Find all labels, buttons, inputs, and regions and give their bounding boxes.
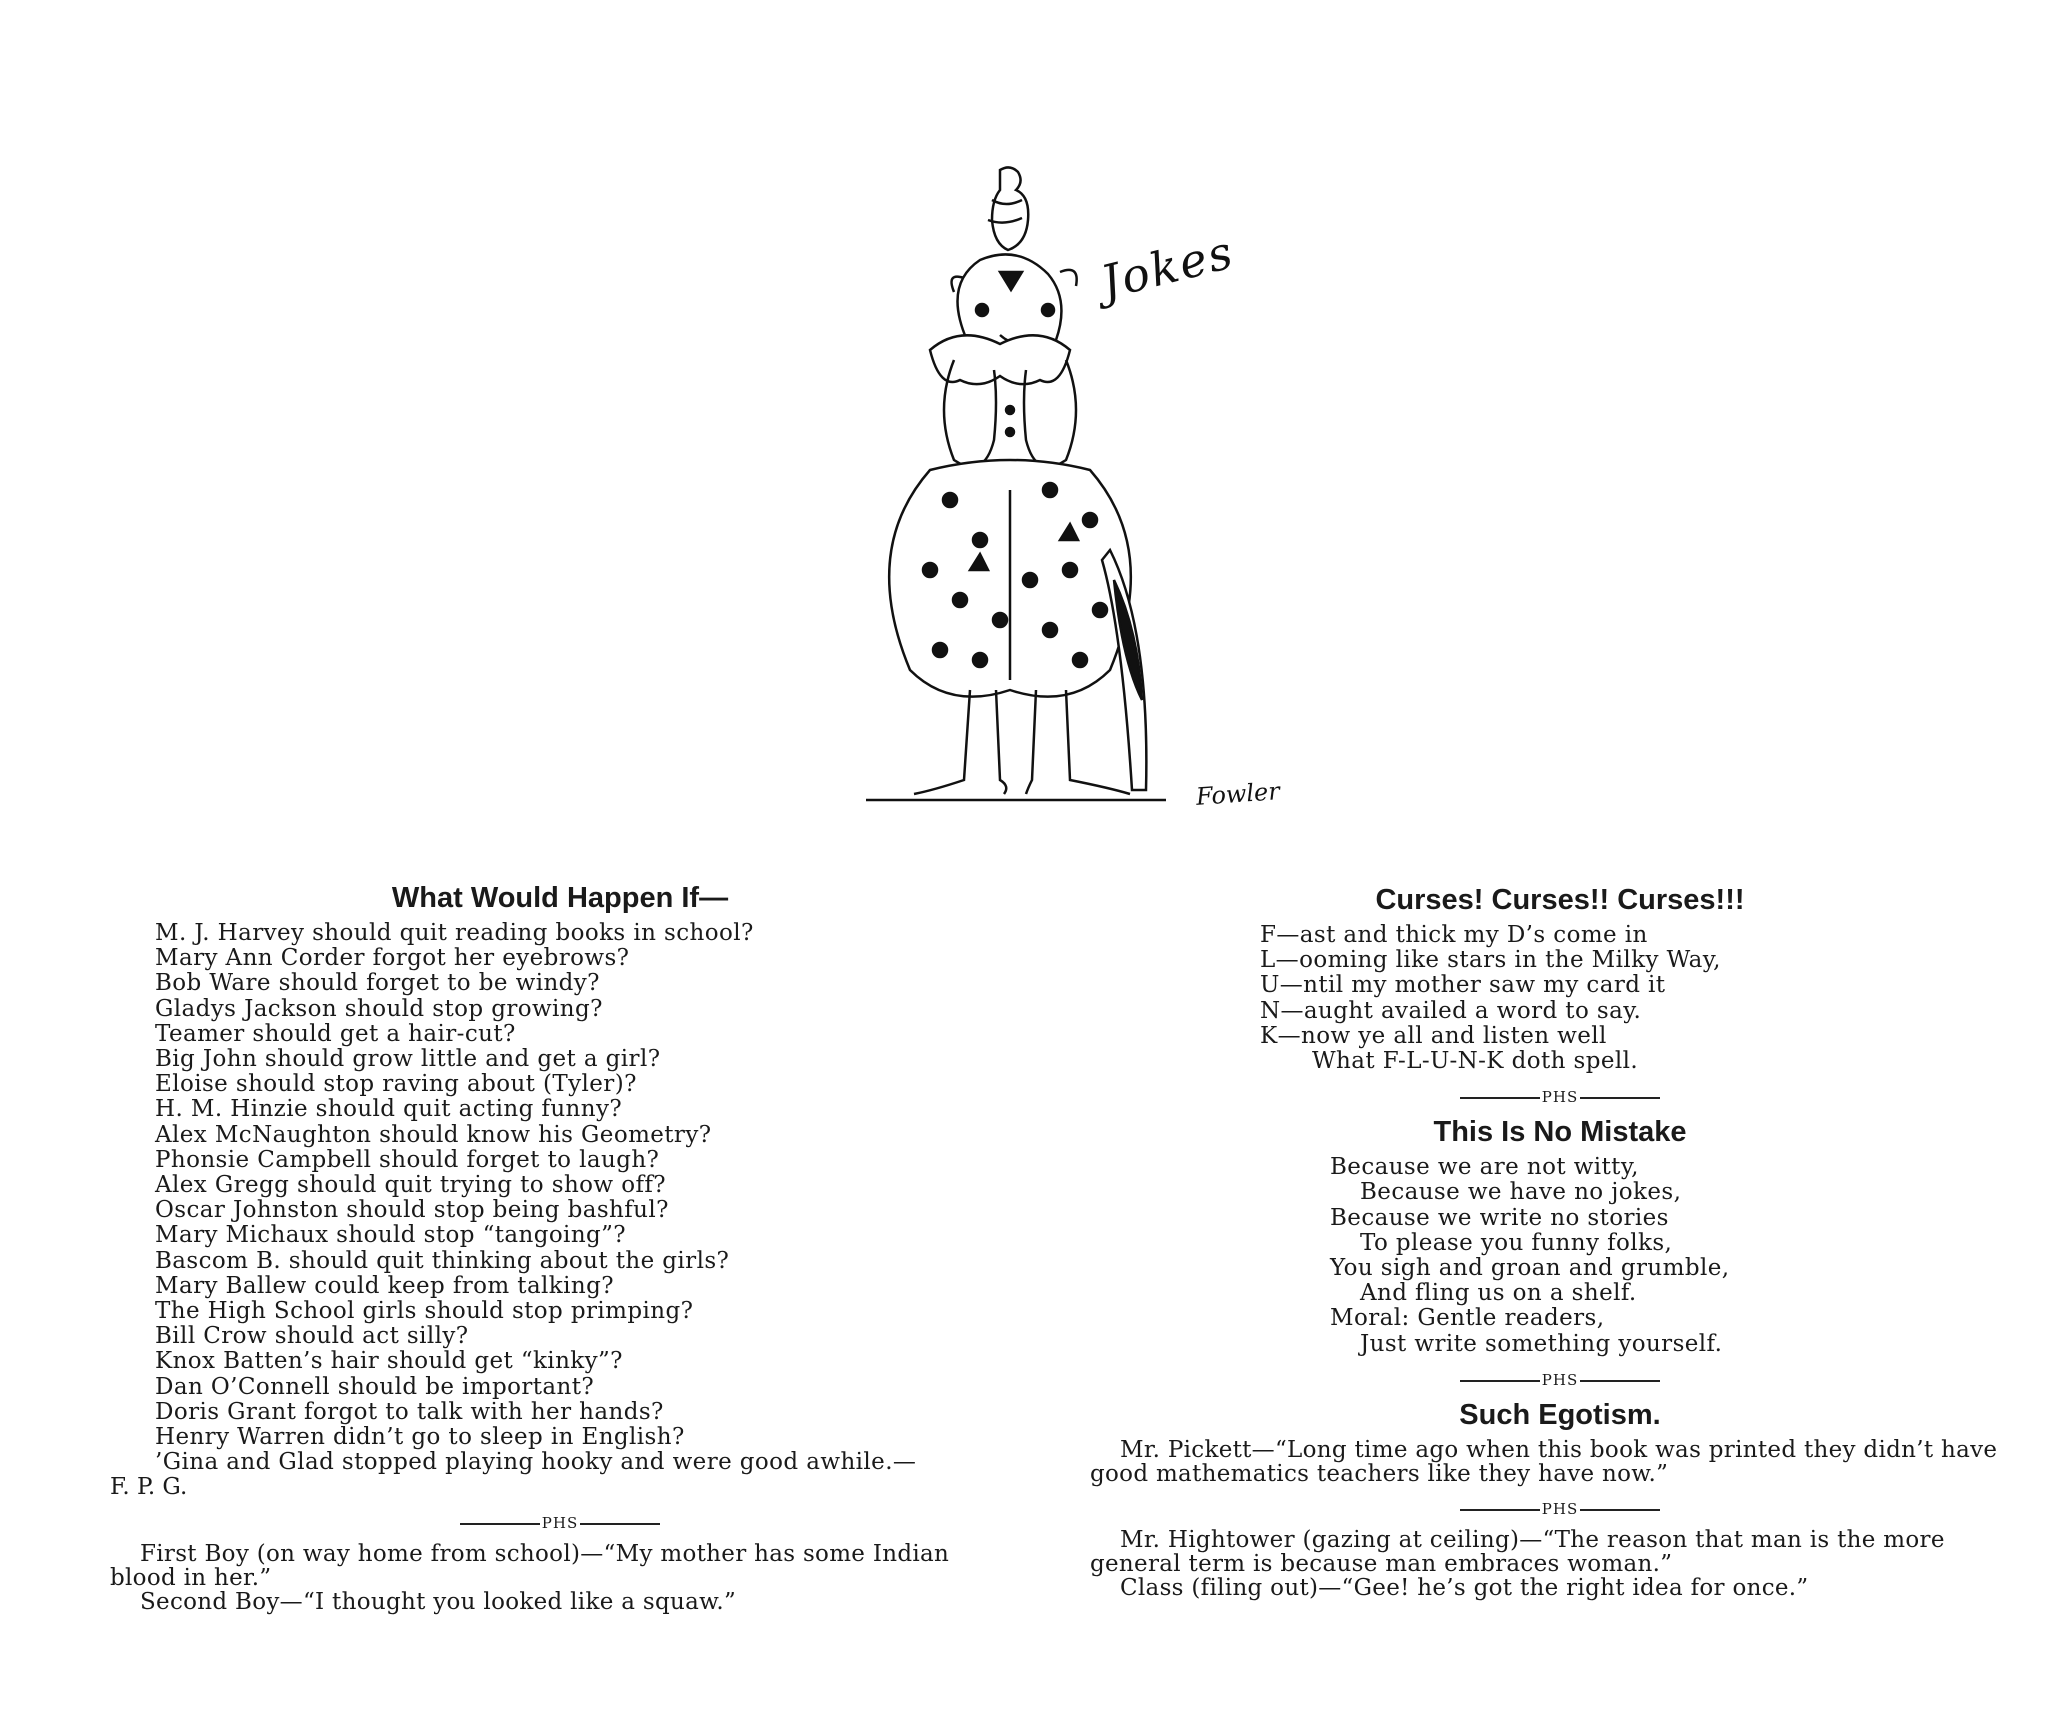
list-item: H. M. Hinzie should quit acting funny?	[155, 1096, 623, 1123]
first-boy-joke	[110, 1542, 1010, 1614]
joke-line: Class (filing out)—“Gee! he’s got the right idea for once.”	[1120, 1574, 1809, 1601]
list-item: M. J. Harvey should quit reading books in school?	[155, 920, 754, 946]
list-item: Alex Gregg should quit trying to show off?	[155, 1172, 667, 1199]
curses-title: Curses! Curses!! Curses!!!	[1375, 884, 1745, 916]
no-mistake-poem	[1100, 1155, 2020, 1357]
right-column	[1090, 884, 2020, 1601]
what-would-happen-list	[110, 921, 1010, 1475]
list-item: Bill Crow should act silly?	[155, 1323, 469, 1350]
list-item: Dan O’Connell should be important?	[155, 1373, 595, 1400]
poem-line: To please you funny folks,	[1360, 1229, 1673, 1256]
list-item: Henry Warren didn’t go to sleep in English?	[155, 1424, 685, 1451]
list-item: Phonsie Campbell should forget to laugh?	[155, 1146, 660, 1173]
curses-poem	[1100, 923, 2020, 1074]
list-item: Eloise should stop raving about (Tyler)?	[155, 1071, 637, 1098]
poem-line: L—ooming like stars in the Milky Way,	[1260, 947, 1721, 974]
no-mistake-title: This Is No Mistake	[1433, 1116, 1687, 1149]
list-item: Bascom B. should quit thinking about the girls?	[155, 1247, 730, 1274]
list-item: Big John should grow little and get a girl?	[155, 1046, 661, 1073]
jokes-sign: Jokes	[1095, 224, 1240, 310]
phs-separator: PHS	[110, 1514, 1010, 1532]
poem-line: F—ast and thick my D’s come in	[1260, 922, 1648, 948]
list-item: Mary Ballew could keep from talking?	[155, 1272, 614, 1299]
poem-line: Just write something yourself.	[1360, 1330, 1723, 1357]
poem-line: Because we are not witty,	[1330, 1154, 1639, 1181]
author-initials: F. P. G.	[110, 1474, 188, 1501]
list-item: Doris Grant forgot to talk with her hands?	[155, 1398, 664, 1425]
hightower-joke	[1090, 1528, 2020, 1600]
egotism-joke	[1090, 1438, 2020, 1486]
joke-line: Second Boy—“I thought you looked like a squaw.”	[140, 1589, 737, 1616]
poem-line: K—now ye all and listen well	[1260, 1022, 1607, 1049]
poem-line: Moral: Gentle readers,	[1330, 1305, 1605, 1332]
list-item: ’Gina and Glad stopped playing hooky and were good awhile.—	[155, 1449, 917, 1476]
poem-line: What F-L-U-N-K doth spell.	[1312, 1048, 1639, 1075]
phs-separator: PHS	[1100, 1088, 2020, 1106]
list-item: Gladys Jackson should stop growing?	[155, 995, 603, 1022]
joke-line: First Boy (on way home from school)—“My mother has some Indian blood in her.”	[110, 1541, 950, 1592]
phs-separator: PHS	[1100, 1371, 2020, 1389]
poem-line: You sigh and groan and grumble,	[1330, 1255, 1730, 1282]
left-column	[110, 882, 1010, 1614]
poem-line: U—ntil my mother saw my card it	[1260, 972, 1666, 999]
joke-line: Mr. Pickett—“Long time ago when this book was printed they didn’t have good mathematics teachers like they have now.”	[1090, 1436, 1998, 1487]
poem-line: Because we write no stories	[1330, 1204, 1669, 1231]
list-item: Knox Batten’s hair should get “kinky”?	[155, 1348, 623, 1375]
poem-line: Because we have no jokes,	[1360, 1179, 1682, 1206]
list-item: The High School girls should stop primping?	[155, 1298, 694, 1325]
list-item: Teamer should get a hair-cut?	[155, 1020, 516, 1047]
list-item: Mary Michaux should stop “tangoing”?	[155, 1222, 627, 1249]
list-item: Alex McNaughton should know his Geometry?	[155, 1121, 712, 1148]
list-item: Bob Ware should forget to be windy?	[155, 970, 600, 997]
egotism-title: Such Egotism.	[1459, 1398, 1661, 1431]
list-item: Mary Ann Corder forgot her eyebrows?	[155, 945, 630, 972]
artist-signature: Fowler	[1195, 777, 1281, 811]
joke-line: Mr. Hightower (gazing at ceiling)—“The reason that man is the more general term is because man embraces woman.”	[1090, 1526, 1945, 1577]
phs-separator: PHS	[1100, 1500, 2020, 1518]
list-item: Oscar Johnston should stop being bashful?	[155, 1197, 669, 1224]
poem-line: N—aught availed a word to say.	[1260, 997, 1642, 1024]
what-would-happen-title: What Would Happen If—	[391, 882, 729, 914]
poem-line: And fling us on a shelf.	[1360, 1280, 1637, 1307]
